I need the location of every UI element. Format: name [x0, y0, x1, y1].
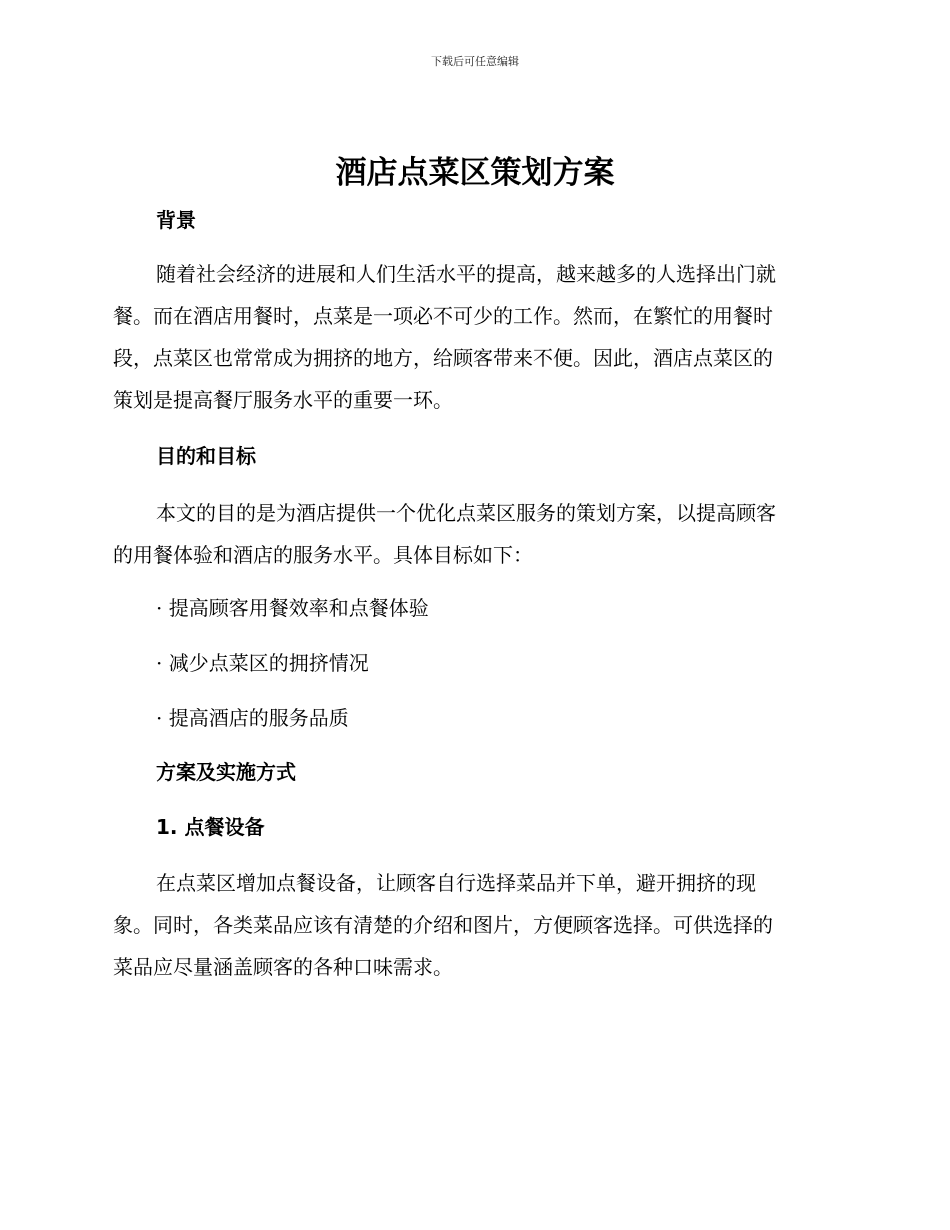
background-paragraph [113, 253, 833, 421]
goal-bullet-item: · 提高顾客用餐效率和点餐体验 [156, 596, 429, 620]
goal-bullet-item: · 减少点菜区的拥挤情况 [156, 651, 369, 675]
plan-paragraph [113, 862, 833, 988]
paragraph-line: 的用餐体验和酒店的服务水平。具体目标如下： [113, 543, 533, 567]
paragraph-line: 策划是提高餐厅服务水平的重要一环。 [113, 388, 453, 412]
section-heading-background: 背景 [156, 208, 196, 232]
paragraph-line: 在点菜区增加点餐设备，让顾客自行选择菜品并下单，避开拥挤的现 [156, 871, 756, 895]
paragraph-line: 象。同时，各类菜品应该有清楚的介绍和图片，方便顾客选择。可供选择的 [113, 913, 773, 937]
paragraph-line: 菜品应尽量涵盖顾客的各种口味需求。 [113, 955, 453, 979]
paragraph-line: 段，点菜区也常常成为拥挤的地方，给顾客带来不便。因此，酒店点菜区的 [113, 346, 773, 370]
paragraph-line: 餐。而在酒店用餐时，点菜是一项必不可少的工作。然而，在繁忙的用餐时 [113, 304, 773, 328]
goal-bullet-item: · 提高酒店的服务品质 [156, 706, 349, 730]
paragraph-line: 本文的目的是为酒店提供一个优化点菜区服务的策划方案，以提高顾客 [156, 501, 776, 525]
section-heading-plan: 方案及实施方式 [156, 760, 296, 784]
paragraph-line: 随着社会经济的进展和人们生活水平的提高，越来越多的人选择出门就 [156, 262, 776, 286]
goals-paragraph [113, 492, 833, 576]
page-header-note: 下载后可任意编辑 [431, 55, 519, 68]
document-title: 酒店点菜区策划方案 [335, 155, 615, 191]
subsection-heading-ordering-devices: 1. 点餐设备 [156, 815, 265, 839]
section-heading-goals: 目的和目标 [156, 444, 256, 468]
